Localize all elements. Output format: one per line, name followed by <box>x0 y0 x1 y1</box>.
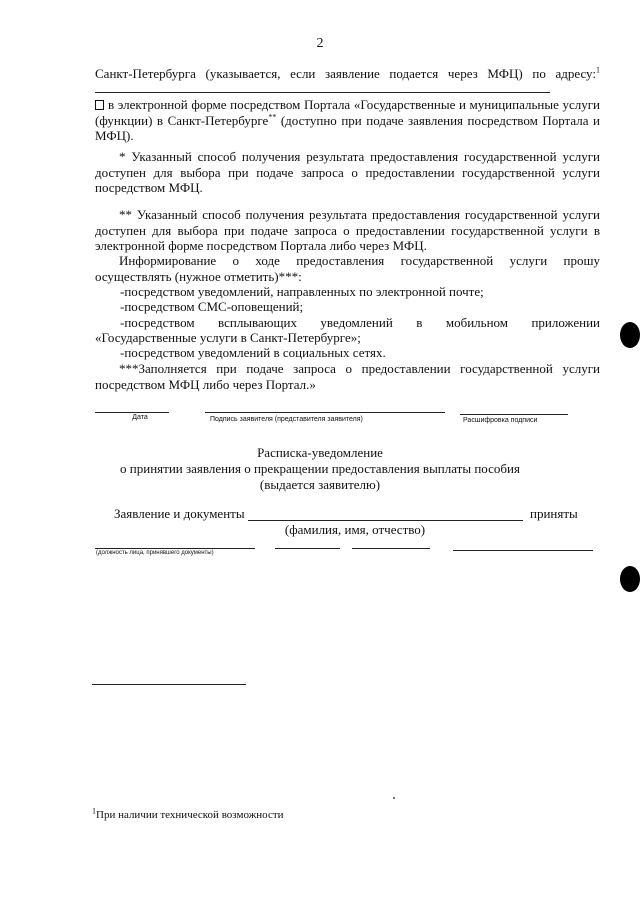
receipt-note: (выдается заявителю) <box>259 477 381 492</box>
footnote-separator <box>92 684 246 685</box>
footnote-ref: 1 <box>596 65 600 75</box>
address-underline <box>95 92 550 93</box>
position-label: (должность лица, принявшего документы) <box>96 550 214 556</box>
inform-option-app-name: «Государственные услуги в Санкт-Петербурге»; <box>95 330 361 345</box>
sign-line-3 <box>453 550 593 551</box>
date-line <box>95 412 169 413</box>
accepted-label: приняты <box>530 506 578 521</box>
sign-line-1 <box>275 548 340 549</box>
binding-hole-mark <box>620 322 640 348</box>
address-line-text: Санкт-Петербурга (указывается, если заявление подается через МФЦ) по адресу: <box>95 66 596 81</box>
inform-option-email: -посредством уведомлений, направленных по электронной почте; <box>120 284 484 299</box>
footnote <box>92 808 284 822</box>
decoding-line <box>460 414 568 415</box>
footnote-text: При наличии технической возможности <box>96 809 284 821</box>
inform-option-sms: -посредством СМС-оповещений; <box>120 299 304 314</box>
note-single-star: * Указанный способ получения результата предоставления государственной услуги доступен для выбора при подаче запроса о предоставлении государственной услуги посредством МФЦ. <box>95 149 600 195</box>
binding-hole-mark <box>620 566 640 592</box>
inform-option-app: -посредством всплывающих уведомлений в мобильном приложении <box>120 315 600 330</box>
double-star-mark: ** <box>268 112 277 122</box>
electronic-option <box>95 97 600 144</box>
receipt-subtitle: о принятии заявления о прекращении предоставления выплаты пособия <box>120 461 520 476</box>
signature-label: Подпись заявителя (представителя заявителя) <box>210 416 363 423</box>
inform-option-social: -посредством уведомлений в социальных сетях. <box>120 345 386 360</box>
decoding-label: Расшифровка подписи <box>463 417 538 424</box>
electronic-option-tail: (доступно при подаче заявления посредством Портала и МФЦ). <box>95 112 601 143</box>
page-number: 2 <box>316 36 324 51</box>
fio-line <box>248 520 523 521</box>
date-label: Дата <box>132 414 148 421</box>
note-triple-star: ***Заполняется при подаче запроса о предоставлении государственной услуги посредством МФЦ либо через Портал.» <box>95 361 600 392</box>
address-line <box>95 66 600 82</box>
inform-intro: Информирование о ходе предоставления государственной услуги прошу осуществлять (нужное отметить)***: <box>95 253 600 284</box>
sign-line-2 <box>352 548 430 549</box>
electronic-option-text: в электронной форме посредством Портала «Государственные и муниципальные услуги (функции) в Санкт-Петербурге <box>95 97 600 128</box>
footnote-mark: 1 <box>92 806 96 816</box>
note-double-star: ** Указанный способ получения результата предоставления государственной услуги доступен для выбора при подаче запроса о предоставлении государственной услуги в электронной форме посредством Портала либо через МФЦ. <box>95 207 600 253</box>
signature-line <box>205 412 445 413</box>
receipt-title: Расписка-уведомление <box>257 445 383 460</box>
docs-label: Заявление и документы <box>114 506 245 521</box>
checkbox-icon[interactable] <box>95 100 104 110</box>
stray-dot <box>393 797 395 799</box>
fio-label: (фамилия, имя, отчество) <box>284 522 426 537</box>
